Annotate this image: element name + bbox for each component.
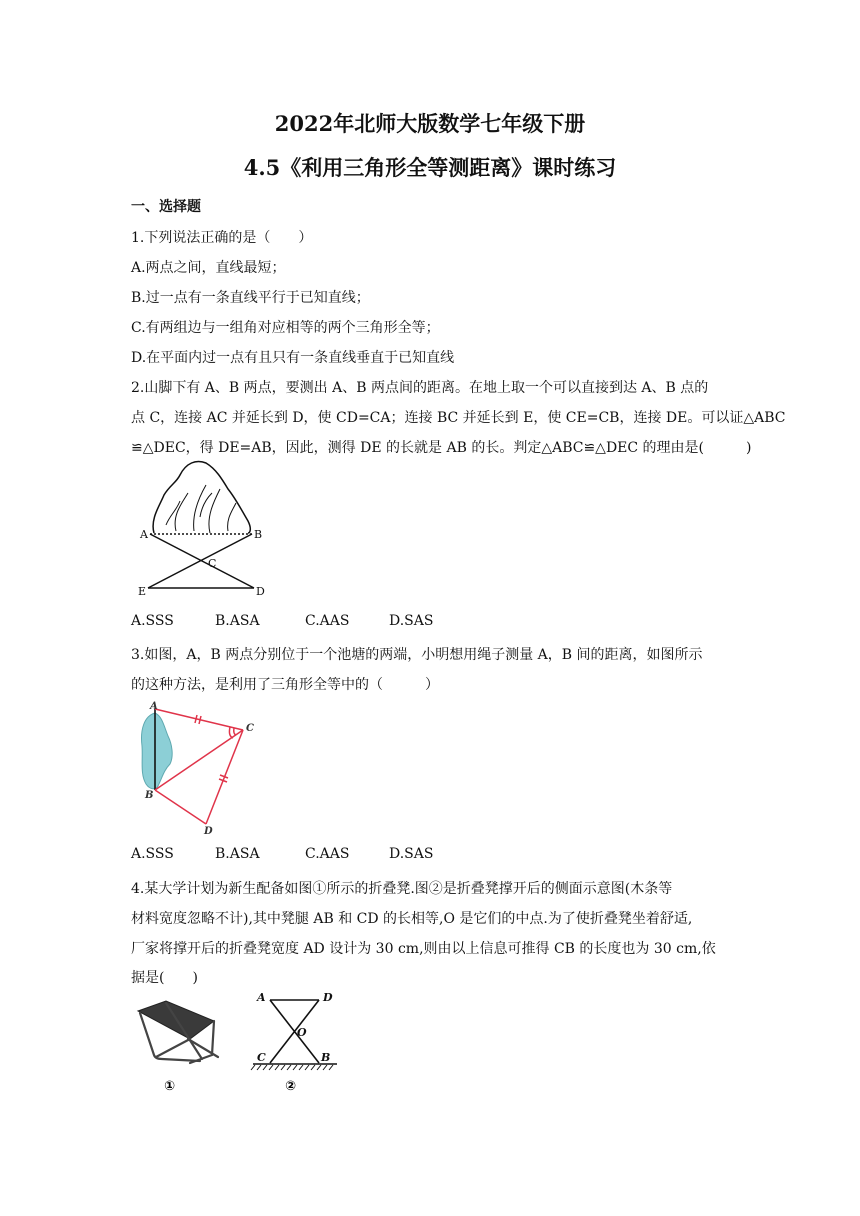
hatch-2 bbox=[257, 1065, 261, 1070]
q2-label-b: B bbox=[254, 528, 263, 541]
stool-diagram bbox=[245, 987, 345, 1095]
hatch-8 bbox=[293, 1065, 297, 1070]
q2-label-c: C bbox=[208, 557, 217, 570]
q3-label-c: C bbox=[246, 723, 254, 734]
q3-option-b: B.ASA bbox=[215, 846, 260, 862]
hatch-5 bbox=[275, 1065, 279, 1070]
q4-label-b: B bbox=[321, 1051, 331, 1064]
hatch-12 bbox=[317, 1065, 321, 1070]
q2-line-3: ≌△DEC，得 DE=AB，因此，测得 DE 的长就是 AB 的长。判定△ABC≌△DEC 的理由是( ) bbox=[131, 440, 752, 456]
q1-option-d: D.在平面内过一点有且只有一条直线垂直于已知直线 bbox=[131, 350, 455, 366]
pond-shape bbox=[142, 713, 173, 789]
q2-label-e: E bbox=[138, 585, 147, 598]
figure-2-caption: ② bbox=[285, 1079, 297, 1094]
q2-option-d: D.SAS bbox=[389, 613, 434, 629]
pond-figure bbox=[136, 700, 266, 838]
tick-ac-2 bbox=[199, 716, 201, 724]
figure-1-caption: ① bbox=[164, 1079, 176, 1094]
q2-option-b: B.ASA bbox=[215, 613, 260, 629]
angle-mark-inner bbox=[234, 728, 236, 735]
q2-label-a: A bbox=[140, 528, 148, 541]
hatch-4 bbox=[269, 1065, 273, 1070]
q2-option-c: C.AAS bbox=[305, 613, 350, 629]
q1-option-c: C.有两组边与一组角对应相等的两个三角形全等； bbox=[131, 320, 440, 336]
q4-line-1: 4.某大学计划为新生配备如图①所示的折叠凳.图②是折叠凳撑开后的侧面示意图(木条等 bbox=[131, 881, 673, 897]
line-ad bbox=[150, 534, 254, 588]
q3-option-d: D.SAS bbox=[389, 846, 434, 862]
hatch-7 bbox=[287, 1065, 291, 1070]
q2-label-d: D bbox=[256, 585, 265, 598]
q4-label-o: O bbox=[297, 1026, 307, 1039]
document-subtitle: 4.5《利用三角形全等测距离》课时练习 bbox=[243, 155, 617, 180]
q3-label-b: B bbox=[145, 790, 154, 801]
q2-line-2: 点 C，连接 AC 并延长到 D，使 CD=CA；连接 BC 并延长到 E，使 CE=CB，连接 DE。可以证△ABC bbox=[131, 410, 786, 426]
tick-ac-1 bbox=[195, 715, 197, 723]
section-heading: 一、选择题 bbox=[131, 199, 201, 215]
folding-stool-photo bbox=[130, 995, 230, 1095]
mountain-ridges bbox=[166, 485, 236, 533]
segment-ac bbox=[155, 709, 243, 730]
hatch-10 bbox=[305, 1065, 309, 1070]
q3-option-c: C.AAS bbox=[305, 846, 350, 862]
q3-line-2: 的这种方法，是利用了三角形全等中的（ ） bbox=[131, 677, 439, 693]
q4-label-c: C bbox=[257, 1051, 266, 1064]
hatch-13 bbox=[323, 1065, 327, 1070]
q3-options bbox=[131, 846, 433, 862]
q4-line-4: 据是( ) bbox=[131, 970, 198, 986]
stool-leg-1 bbox=[156, 1039, 190, 1057]
hatch-1 bbox=[251, 1065, 255, 1070]
document-title: 2022年北师大版数学七年级下册 bbox=[274, 111, 586, 136]
q3-label-a: A bbox=[150, 701, 158, 712]
q3-option-a: A.SSS bbox=[131, 846, 174, 862]
q2-line-1: 2.山脚下有 A、B 两点，要测出 A、B 两点间的距离。在地上取一个可以直接到达 A、B 点的 bbox=[131, 380, 709, 396]
hatch-6 bbox=[281, 1065, 285, 1070]
q1-option-b: B.过一点有一条直线平行于已知直线； bbox=[131, 290, 370, 306]
q3-line-1: 3.如图，A，B 两点分别位于一个池塘的两端，小明想用绳子测量 A，B 间的距离，如图所示 bbox=[131, 647, 703, 663]
q3-label-d: D bbox=[204, 826, 213, 837]
q1-option-a: A.两点之间，直线最短； bbox=[131, 260, 286, 276]
q4-line-3: 厂家将撑开后的折叠凳宽度 AD 设计为 30 cm,则由以上信息可推得 CB 的长度也为 30 cm,依 bbox=[131, 941, 716, 957]
q4-label-a: A bbox=[257, 991, 266, 1004]
q4-label-d: D bbox=[323, 991, 333, 1004]
hatch-11 bbox=[311, 1065, 315, 1070]
q4-line-2: 材料宽度忽略不计),其中凳腿 AB 和 CD 的长相等,O 是它们的中点.为了使折叠凳坐着舒适, bbox=[131, 911, 693, 927]
hatch-9 bbox=[299, 1065, 303, 1070]
segment-bd bbox=[155, 790, 206, 824]
hatch-14 bbox=[329, 1065, 333, 1070]
line-be bbox=[148, 534, 252, 588]
q2-option-a: A.SSS bbox=[131, 613, 174, 629]
q2-options bbox=[131, 613, 433, 629]
q1-stem: 1.下列说法正确的是（ ） bbox=[131, 230, 313, 246]
mountain-figure bbox=[136, 455, 271, 600]
hatch-3 bbox=[263, 1065, 267, 1070]
